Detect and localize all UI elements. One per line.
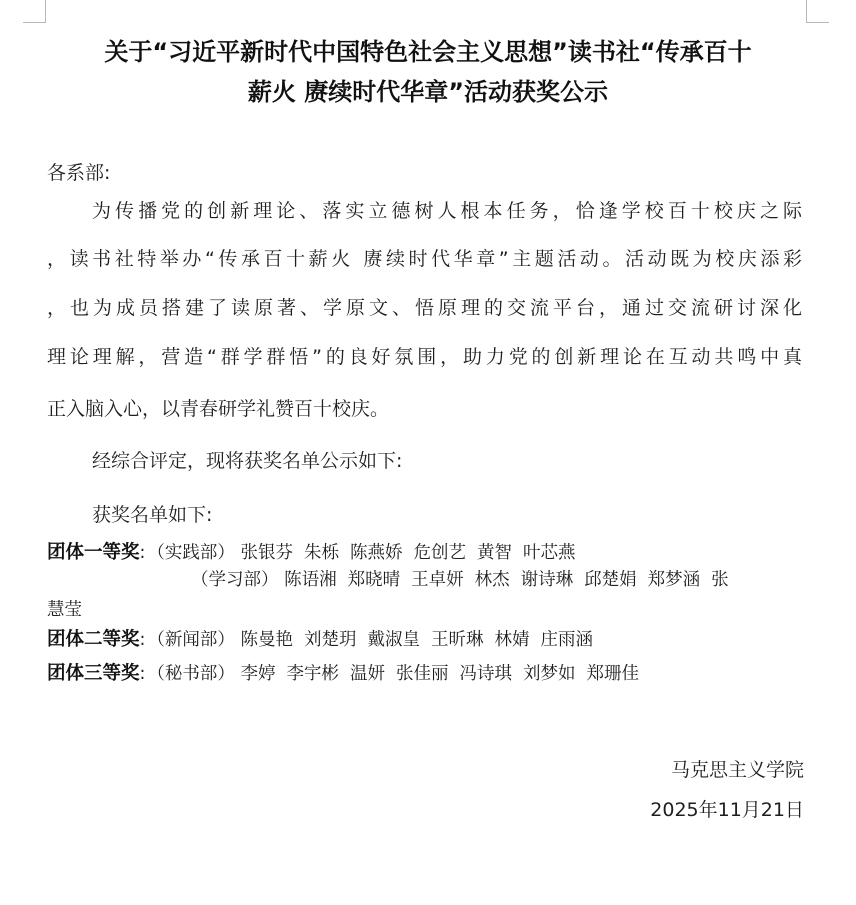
award-name: 陈燕娇 bbox=[350, 543, 403, 563]
award-name: 王昕琳 bbox=[431, 630, 484, 650]
award-name: 黄智 bbox=[477, 543, 512, 563]
award-first-dept-2: （学习部） bbox=[191, 570, 279, 590]
award-name: 张银芬 bbox=[240, 543, 293, 563]
page-corner-mark-right bbox=[806, 0, 829, 23]
award-first-names-2 bbox=[284, 570, 729, 590]
award-name: 郑梦涵 bbox=[647, 570, 701, 590]
intro-evaluation: 经综合评定，现将获奖名单公示如下: bbox=[92, 450, 403, 472]
award-name: 郑珊佳 bbox=[586, 664, 639, 684]
award-name: 邱楚娟 bbox=[584, 570, 637, 590]
signature-date: 2025年11月21日 bbox=[650, 799, 804, 821]
award-name: 郑晓晴 bbox=[347, 570, 401, 590]
award-name: 庄雨涵 bbox=[540, 630, 593, 650]
salutation: 各系部: bbox=[47, 162, 111, 184]
page-corner-mark-left bbox=[23, 0, 46, 23]
award-third-colon: : bbox=[139, 664, 146, 684]
award-name: 张 bbox=[711, 570, 729, 590]
award-second-dept: （新闻部） bbox=[147, 630, 235, 650]
award-second-row bbox=[47, 628, 593, 652]
award-first-names-1 bbox=[241, 543, 576, 563]
award-name: 叶芯燕 bbox=[523, 543, 576, 563]
award-name: 王卓妍 bbox=[411, 570, 464, 590]
award-name: 温妍 bbox=[350, 664, 385, 684]
award-name: 朱栎 bbox=[304, 543, 339, 563]
award-first-label: 团体一等奖 bbox=[47, 542, 140, 563]
document-title-line-2: 薪火 赓续时代华章”活动获奖公示 bbox=[247, 78, 609, 106]
award-name: 谢诗琳 bbox=[520, 570, 574, 590]
award-name: 冯诗琪 bbox=[459, 664, 512, 684]
award-name: 危创艺 bbox=[413, 543, 466, 563]
award-name: 陈曼艳 bbox=[240, 630, 293, 650]
award-first-dept-1: （实践部） bbox=[147, 543, 235, 563]
award-third-dept: （秘书部） bbox=[147, 664, 235, 684]
award-third-row bbox=[47, 662, 639, 686]
award-name: 刘楚玥 bbox=[304, 630, 357, 650]
award-first-wrap: 慧莹 bbox=[47, 600, 82, 620]
award-first-row-2 bbox=[189, 568, 729, 592]
award-second-colon: : bbox=[139, 630, 146, 650]
award-third-label: 团体三等奖 bbox=[47, 663, 140, 684]
award-name: 林杰 bbox=[474, 570, 510, 590]
signature-organization: 马克思主义学院 bbox=[670, 759, 804, 781]
body-paragraph-line-3: ，也为成员搭建了读原著、学原文、悟原理的交流平台，通过交流研讨深化 bbox=[47, 297, 802, 319]
body-paragraph-line-2: ，读书社特举办“传承百十薪火 赓续时代华章”主题活动。活动既为校庆添彩 bbox=[47, 248, 802, 270]
body-paragraph-line-4: 理论理解，营造“群学群悟”的良好氛围，助力党的创新理论在互动共鸣中真 bbox=[47, 346, 802, 368]
award-first-colon: : bbox=[139, 543, 146, 563]
intro-award-list: 获奖名单如下: bbox=[92, 504, 213, 526]
award-second-names bbox=[241, 630, 594, 650]
award-second-label: 团体二等奖 bbox=[47, 629, 140, 650]
award-first-row bbox=[47, 541, 576, 565]
award-name: 李宇彬 bbox=[286, 664, 339, 684]
award-name: 张佳丽 bbox=[396, 664, 449, 684]
award-name: 戴淑皇 bbox=[367, 630, 420, 650]
award-name: 林婧 bbox=[494, 630, 530, 650]
document-title-line-1: 关于“习近平新时代中国特色社会主义思想”读书社“传承百十 bbox=[104, 38, 752, 66]
body-paragraph-line-1: 为传播党的创新理论、落实立德树人根本任务，恰逢学校百十校庆之际 bbox=[92, 200, 802, 222]
award-third-names bbox=[241, 664, 640, 684]
award-name: 刘梦如 bbox=[523, 664, 576, 684]
body-paragraph-line-5: 正入脑入心，以青春研学礼赞百十校庆。 bbox=[47, 398, 390, 420]
award-name: 陈语湘 bbox=[284, 570, 337, 590]
award-name: 李婷 bbox=[240, 664, 276, 684]
